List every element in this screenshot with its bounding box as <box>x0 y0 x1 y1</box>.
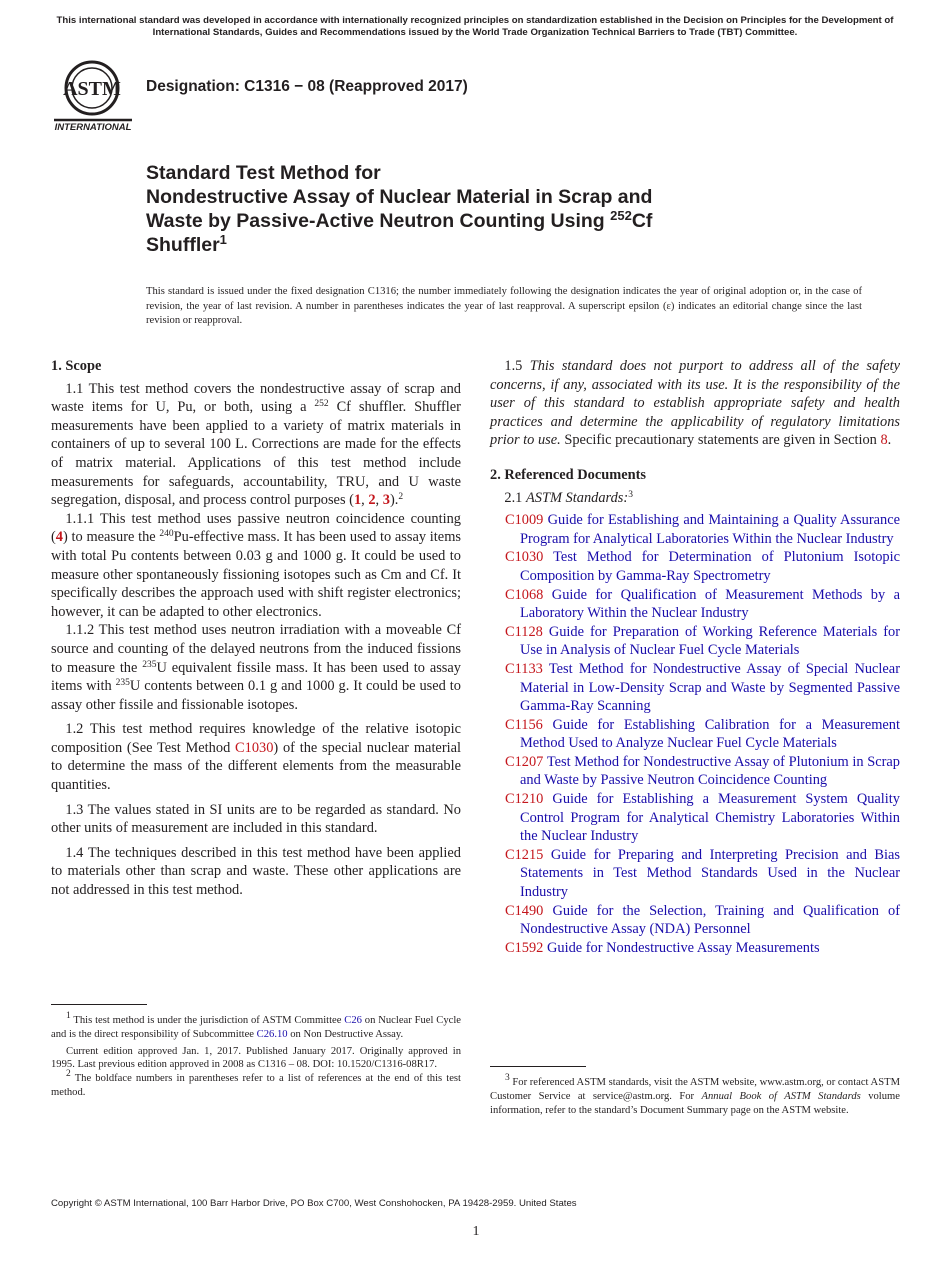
section-heading-referenced-documents: 2. Referenced Documents <box>490 466 646 483</box>
paragraph-1-2: 1.2 This test method requires knowledge of the relative isotopic composition (See Test Method C1030) of the special nuclear material to determine the mass of the different elements from the measurable quantities. <box>51 721 461 794</box>
referenced-standard-item <box>490 586 900 623</box>
right-footnotes <box>490 1066 900 1117</box>
title-line-1: Standard Test Method for <box>146 162 381 184</box>
title-footnote-mark: 1 <box>219 232 227 247</box>
standard-code-link[interactable]: C1068 <box>505 586 544 603</box>
section-heading-scope: 1. Scope <box>51 358 102 374</box>
standard-code-link[interactable]: C1207 <box>505 753 544 770</box>
paragraph-1-1-1: 1.1.1 This test method uses passive neutron coincidence counting (4) to measure the $^{240}$Pu-effective mass. It has been used to assay items with total Pu contents between 0.03 g and 1000 g. It could be used to measure other spontaneously fissioning isotopes such as Cm and Cf. It specifically describes the approach used with shift register electronics; however, it can be adapted to other electronics. <box>51 510 461 620</box>
standard-code-link[interactable]: C1156 <box>505 716 543 733</box>
footnote-rule <box>490 1066 586 1067</box>
footnote-3: $^3$ For referenced ASTM standards, visit the ASTM website, www.astm.org, or contact ASTM Customer Service at service@astm.org. For Annual Book of ASTM Standards volume information, refer to the standard’s Document Summary page on the ASTM website. <box>490 1073 900 1116</box>
referenced-standard-item <box>490 716 900 753</box>
left-footnotes <box>51 1004 461 1100</box>
standard-code-link[interactable]: C1592 <box>505 939 544 956</box>
footnote-1: $^1$ This test method is under the jurisdiction of ASTM Committee C26 on Nuclear Fuel Cycle and is the direct responsibility of Subcommittee C26.10 on Non Destructive Assay. <box>51 1011 461 1040</box>
link-c1030[interactable]: C1030 <box>235 739 274 756</box>
left-column <box>51 357 461 900</box>
referenced-standard-item <box>490 939 900 958</box>
referenced-standard-item <box>490 790 900 846</box>
referenced-standard-item <box>490 753 900 790</box>
standard-title-link[interactable]: Guide for Preparing and Interpreting Precision and Bias Statements in Test Method Standards Used in the Nuclear Industry <box>520 846 900 901</box>
paragraph-1-1-2: 1.1.2 This test method uses neutron irradiation with a moveable Cf source and counting of the delayed neutrons from the induced fissions to measure the $^{235}$U equivalent fissile mass. It has been used to assay items with $^{235}$U contents between 0.1 g and 1000 g. It could be used to assay other fissile and fissionable isotopes. <box>51 622 461 713</box>
logo-mark: ASTM <box>63 78 121 100</box>
link-section-8[interactable]: 8 <box>880 432 888 449</box>
standard-code-link[interactable]: C1215 <box>505 846 544 863</box>
document-title <box>146 161 866 257</box>
standard-title-link[interactable]: Test Method for Nondestructive Assay of Plutonium in Scrap and Waste by Passive Neutron Coincidence Counting <box>520 753 900 789</box>
logo-label: INTERNATIONAL <box>54 122 132 133</box>
standard-title-link[interactable]: Guide for Establishing and Maintaining a Quality Assurance Program for Analytical Laboratories Within the Nuclear Industry <box>520 512 900 547</box>
referenced-standard-item <box>490 511 900 548</box>
ref-link-2[interactable]: 2 <box>368 492 376 509</box>
referenced-standard-item <box>490 623 900 660</box>
copyright-line: Copyright © ASTM International, 100 Barr Harbor Drive, PO Box C700, West Conshohocken, PA 19428-2959. United States <box>51 1198 577 1209</box>
standard-title-link[interactable]: Guide for Qualification of Measurement Methods by a Laboratory Within the Nuclear Industry <box>520 586 900 622</box>
standard-title-link[interactable]: Test Method for Nondestructive Assay of Special Nuclear Material in Low-Density Scrap and Waste by Segmented Passive Gamma-Ray Scanning <box>520 660 900 715</box>
paragraph-1-1: 1.1 This test method covers the nondestructive assay of scrap and waste items for U, Pu, or both, using a $^{252}$ Cf shuffler. Shuffler measurements have been applied to a variety of matrix materials in containers of up to several 100 L. Corrections are made for the effects of matrix material. Applications of this test method include measurements for safeguards, accountability, TRU, and U waste segregation, disposal, and process control purposes (1, 2, 3).$^2$ <box>51 380 461 509</box>
link-c26[interactable]: C26 <box>344 1015 362 1026</box>
standard-code-link[interactable]: C1490 <box>505 902 544 919</box>
standard-code-link[interactable]: C1210 <box>505 791 544 808</box>
standard-title-link[interactable]: Test Method for Determination of Plutonium Isotopic Composition by Gamma-Ray Spectrometry <box>520 549 900 584</box>
title-line-4: Shuffler$^1$ <box>146 232 227 256</box>
standard-title-link[interactable]: Guide for Establishing Calibration for a Measurement Method Used to Analyze Nuclear Fuel Cycle Materials <box>520 716 900 752</box>
right-column <box>490 357 900 957</box>
ref-link-3[interactable]: 3 <box>382 492 390 509</box>
referenced-standard-item <box>490 548 900 585</box>
subsection-2-1: 2.1 ASTM Standards:$^3$ <box>504 489 633 506</box>
standard-code-link[interactable]: C1009 <box>505 512 544 529</box>
tbt-notice: This international standard was developed in accordance with internationally recognized principles on standardization established in the Decision on Principles for the Development of International Standards, Guides and Recommendations issued by the World Trade Organization Technical Barriers to Trade (TBT) Committee. <box>56 15 894 38</box>
title-line-3: Waste by Passive-Active Neutron Counting Using $^{252}$Cf <box>146 208 653 232</box>
designation: Designation: C1316 − 08 (Reapproved 2017) <box>146 78 468 95</box>
standard-title-link[interactable]: Guide for the Selection, Training and Qualification of Nondestructive Assay (NDA) Personnel <box>520 902 900 938</box>
footnote-2: $^2$ The boldface numbers in parentheses refer to a list of references at the end of this test method. <box>51 1069 461 1098</box>
title-line-2: Nondestructive Assay of Nuclear Material in Scrap and <box>146 186 653 208</box>
paragraph-1-3: 1.3 The values stated in SI units are to be regarded as standard. No other units of measurement are included in this standard. <box>51 801 461 837</box>
footnote-mark-2: 2 <box>398 492 404 503</box>
standard-code-link[interactable]: C1133 <box>505 660 543 677</box>
referenced-standard-item <box>490 902 900 939</box>
link-c26-10[interactable]: C26.10 <box>256 1028 288 1040</box>
standard-code-link[interactable]: C1030 <box>505 549 544 566</box>
standard-title-link[interactable]: Guide for Establishing a Measurement System Quality Control Program for Analytical Chemistry Laboratories Within the Nuclear Industry <box>520 791 900 845</box>
paragraph-1-4: 1.4 The techniques described in this test method have been applied to materials other than scrap and waste. These other applications are not addressed in this test method. <box>51 844 461 899</box>
issuance-statement: This standard is issued under the fixed designation C1316; the number immediately following the designation indicates the year of original adoption or, in the case of revision, the year of last revision. A number in parentheses indicates the year of last reapproval. A superscript epsilon (ε) indicates an editorial change since the last revision or reapproval. <box>146 286 862 326</box>
standard-title-link[interactable]: Guide for Nondestructive Assay Measurements <box>543 939 820 956</box>
ref-link-1[interactable]: 1 <box>353 492 362 509</box>
standard-title-link[interactable]: Guide for Preparation of Working Reference Materials for Use in Analysis of Nuclear Fuel Cycle Materials <box>520 623 900 659</box>
astm-logo-icon <box>52 58 134 134</box>
referenced-standard-item <box>490 846 900 902</box>
referenced-standard-item <box>490 660 900 716</box>
page-number: 1 <box>472 1224 480 1239</box>
referenced-standards-list <box>490 511 900 957</box>
ref-link-4[interactable]: 4 <box>55 529 63 546</box>
footnote-1-edition: Current edition approved Jan. 1, 2017. Published January 2017. Originally approved in 1995. Last previous edition approved in 2008 as C1316 – 08. DOI: 10.1520/C1316-08R17. <box>51 1045 461 1071</box>
paragraph-1-5: 1.5 This standard does not purport to address all of the safety concerns, if any, associated with its use. It is the responsibility of the user of this standard to establish appropriate safety and health practices and determine the applicability of regulatory limitations prior to use. Specific precautionary statements are given in Section 8. <box>490 358 900 449</box>
footnote-rule <box>51 1004 147 1005</box>
standard-code-link[interactable]: C1128 <box>505 623 543 640</box>
